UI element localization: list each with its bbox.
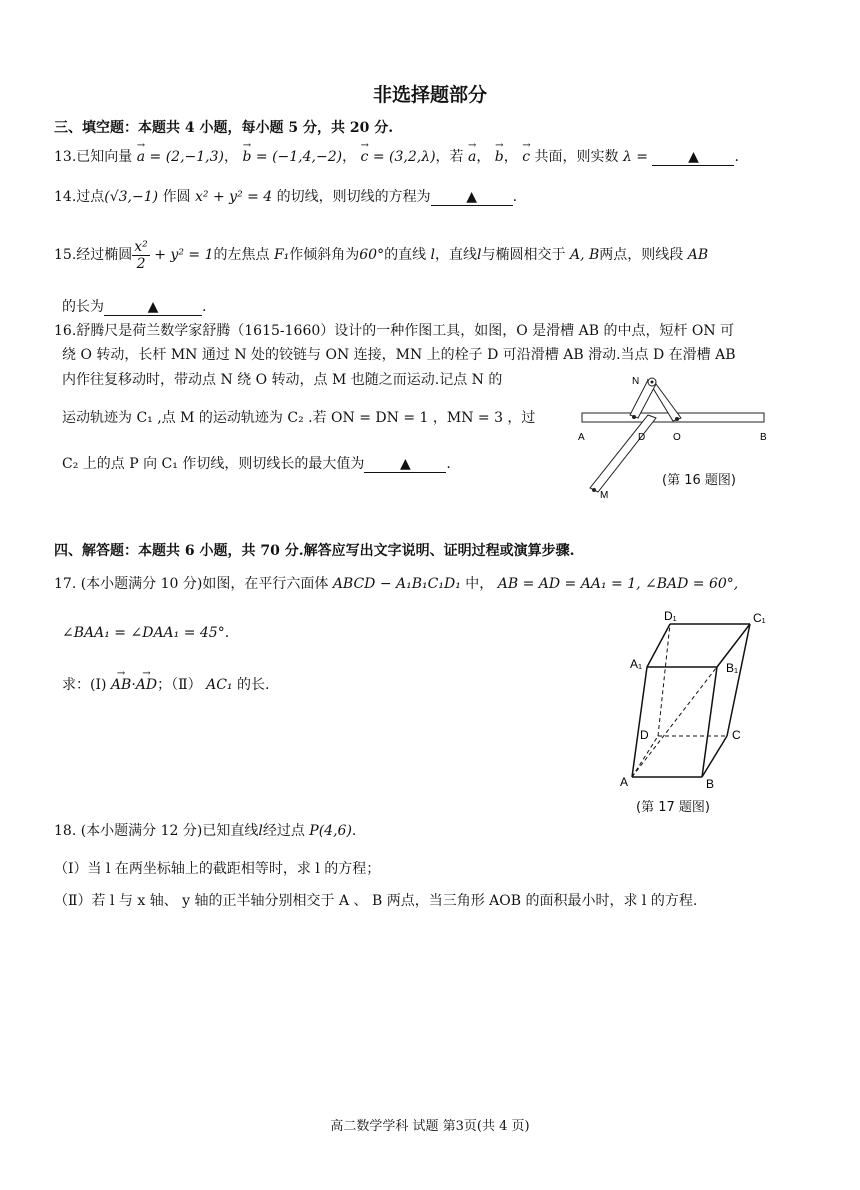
label-b1: B₁ [726, 661, 739, 675]
section3-heading: 三、填空题：本题共 4 小题，每小题 5 分，共 20 分. [54, 120, 394, 136]
edge-a1d1 [647, 624, 670, 667]
q17-solid: ABCD − A₁B₁C₁D₁ [332, 576, 461, 592]
q13-vec-c: (3,2,λ) [389, 149, 436, 165]
q17-vec-ad: → AD [136, 674, 157, 696]
frac-denominator: 2 [136, 255, 146, 272]
section4-heading: 四、解答题：本题共 6 小题，共 70 分.解答应写出文字说明、证明过程或演算步骤. [54, 543, 575, 559]
q13-text: 13.已知向量 [54, 149, 133, 165]
label-b: B [706, 777, 715, 791]
answer-blank-14: ▲ [431, 189, 513, 206]
label-m: M [600, 490, 609, 500]
hinge-n-dot [651, 381, 654, 384]
label-o: O [673, 432, 681, 443]
question-15-cont: 的长为 ▲ . [62, 299, 207, 315]
label-c: C [732, 728, 741, 742]
q15-text-h: 的长为 [62, 299, 104, 315]
q16-line2: 绕 O 转动，长杆 MN 通过 N 处的铰链与 ON 连接，MN 上的栓子 D 可沿滑槽 AB 滑动.当点 D 在滑槽 AB [62, 347, 736, 363]
q17-cond1: AB = AD = AA₁ = 1, ∠BAD = 60°, [497, 576, 739, 592]
q17-vec-ab: → AB [111, 674, 131, 696]
q17-cond2-text: ∠BAA₁ = ∠DAA₁ = 45°. [62, 625, 230, 641]
q17-ask-d: 的长. [236, 677, 270, 693]
q18-l: l [258, 823, 263, 839]
diagonal-ac1 [632, 624, 750, 777]
figure-17-caption: (第 17 题图) [636, 800, 710, 815]
q14-point: (√3,−1) [104, 189, 159, 205]
q13-lambda: λ = [622, 149, 649, 165]
edge-bb1 [702, 667, 717, 777]
ellipse-fraction [132, 239, 150, 272]
q15-points: A, B [569, 247, 600, 263]
label-d1: D₁ [664, 609, 677, 623]
q15-focus: F₁ [273, 247, 290, 263]
q16-line5: C₂ 上的点 P 向 C₁ 作切线，则切线长的最大值为 [62, 456, 365, 472]
q17-text-a: 17. (本小题满分 10 分)如图，在平行六面体 [54, 576, 329, 592]
q14-text-b: 作圆 [162, 189, 191, 205]
q16-line1: 16.舒腾尺是荷兰数学家舒腾（1615-1660）设计的一种作图工具，如图，O 是滑槽 AB 的中点，短杆 ON 可 [54, 323, 735, 339]
q18-part2: （Ⅱ）若 l 与 x 轴、 y 轴的正半轴分别相交于 A 、 B 两点，当三角形 AOB 的面积最小时，求 l 的方程. [54, 893, 698, 909]
question-14: 14.过点(√3,−1) 作圆 x² + y² = 4 的切线，则切线的方程为 ▲ . [54, 189, 518, 205]
q15-text-b: 的左焦点 [213, 247, 270, 263]
vec-b-symbol: → b [242, 146, 251, 168]
q18-text-a: 18. (本小题满分 12 分)已知直线 [54, 823, 259, 839]
q17-ask-b: ；（Ⅱ） [157, 677, 202, 693]
label-n: N [632, 376, 640, 387]
q13-vec-a: (2,−1,3) [165, 149, 224, 165]
label-d: D [638, 432, 646, 443]
vec-a-symbol-2: → a [468, 146, 476, 168]
label-a1: A₁ [630, 657, 643, 671]
q18-text-b: 经过点 [262, 823, 305, 839]
question-13: 13.已知向量 → a = (2,−1,3)， → b = (−1,4,−2)， → c = (3,2,λ)，若 → a， → b， → c 共面，则实数 λ = ▲ . [54, 146, 806, 168]
q17-ac1: AC₁ [206, 677, 233, 693]
q13-text-b: ，若 [435, 149, 464, 165]
q15-text-f: 与椭圆相交于 [481, 247, 566, 263]
q15-text-e: ，直线 [435, 247, 478, 263]
q13-vec-b: (−1,4,−2) [272, 149, 343, 165]
pin-d [632, 415, 636, 419]
edge-ad-hidden [632, 736, 658, 777]
q15-text-d: 的直线 [384, 247, 427, 263]
q15-segment: AB [687, 247, 709, 263]
q15-text-c: 作倾斜角为 [289, 247, 360, 263]
q13-text-c: 共面，则实数 [534, 149, 619, 165]
q16-line3: 内作往复移动时，带动点 N 绕 O 转动，点 M 也随之而运动.记点 N 的 [62, 372, 503, 388]
q15-text-a: 15.经过椭圆 [54, 247, 133, 263]
q17-ask-a: 求：(Ⅰ) [62, 677, 107, 693]
question-15 [54, 238, 806, 272]
q18-part1: （Ⅰ）当 l 在两坐标轴上的截距相等时，求 l 的方程； [54, 861, 381, 877]
q16-line4: 运动轨迹为 C₁ ,点 M 的运动轨迹为 C₂ .若 ON = DN = 1 ，MN = 3 ，过 [62, 410, 536, 426]
q15-text-g: 两点，则线段 [599, 247, 684, 263]
q18-text-c: . [351, 823, 357, 839]
vec-c-symbol-2: → c [522, 146, 530, 168]
question-16-ask: C₂ 上的点 P 向 C₁ 作切线，则切线长的最大值为 ▲ . [62, 456, 451, 472]
label-a: A [620, 775, 629, 789]
q14-circle: x² + y² = 4 [195, 189, 273, 205]
vec-a-symbol: → a [137, 146, 145, 168]
q14-text-a: 14.过点 [54, 189, 105, 205]
answer-blank-16: ▲ [364, 456, 446, 473]
edge-dd1-hidden [658, 624, 670, 736]
question-18 [54, 820, 806, 842]
long-rod-mn [590, 415, 656, 492]
q15-ellipse: + y² = 1 [154, 247, 214, 263]
edge-cc1 [727, 624, 750, 736]
point-m [592, 488, 596, 492]
q15-line-l-2: l [477, 247, 482, 263]
page-footer: 高二数学学科 试题 第3页(共 4 页) [330, 1119, 530, 1134]
figure-16-caption: (第 16 题图) [662, 473, 736, 488]
edge-aa1 [632, 667, 647, 777]
q18-point: P(4,6) [309, 823, 352, 839]
label-a: A [578, 432, 585, 443]
edge-bc [702, 736, 727, 777]
label-c1: C₁ [753, 611, 766, 625]
vec-c-symbol: → c [361, 146, 369, 168]
q15-angle: 60° [359, 247, 385, 263]
q14-text-c: 的切线，则切线的方程为 [276, 189, 431, 205]
q17-dot: · [131, 677, 136, 693]
pivot-o [675, 417, 679, 421]
frac-numerator: x² [134, 238, 148, 255]
answer-blank-13: ▲ [652, 149, 734, 166]
label-d: D [640, 728, 649, 742]
vec-b-symbol-2: → b [495, 146, 504, 168]
question-17 [54, 573, 806, 595]
figure-17-diagram [620, 606, 780, 796]
q15-line-l: l [430, 247, 436, 263]
page-title: 非选择题部分 [372, 84, 487, 106]
answer-blank-15: ▲ [104, 299, 202, 316]
q17-text-b: 中， [465, 576, 494, 592]
label-b: B [760, 432, 767, 443]
